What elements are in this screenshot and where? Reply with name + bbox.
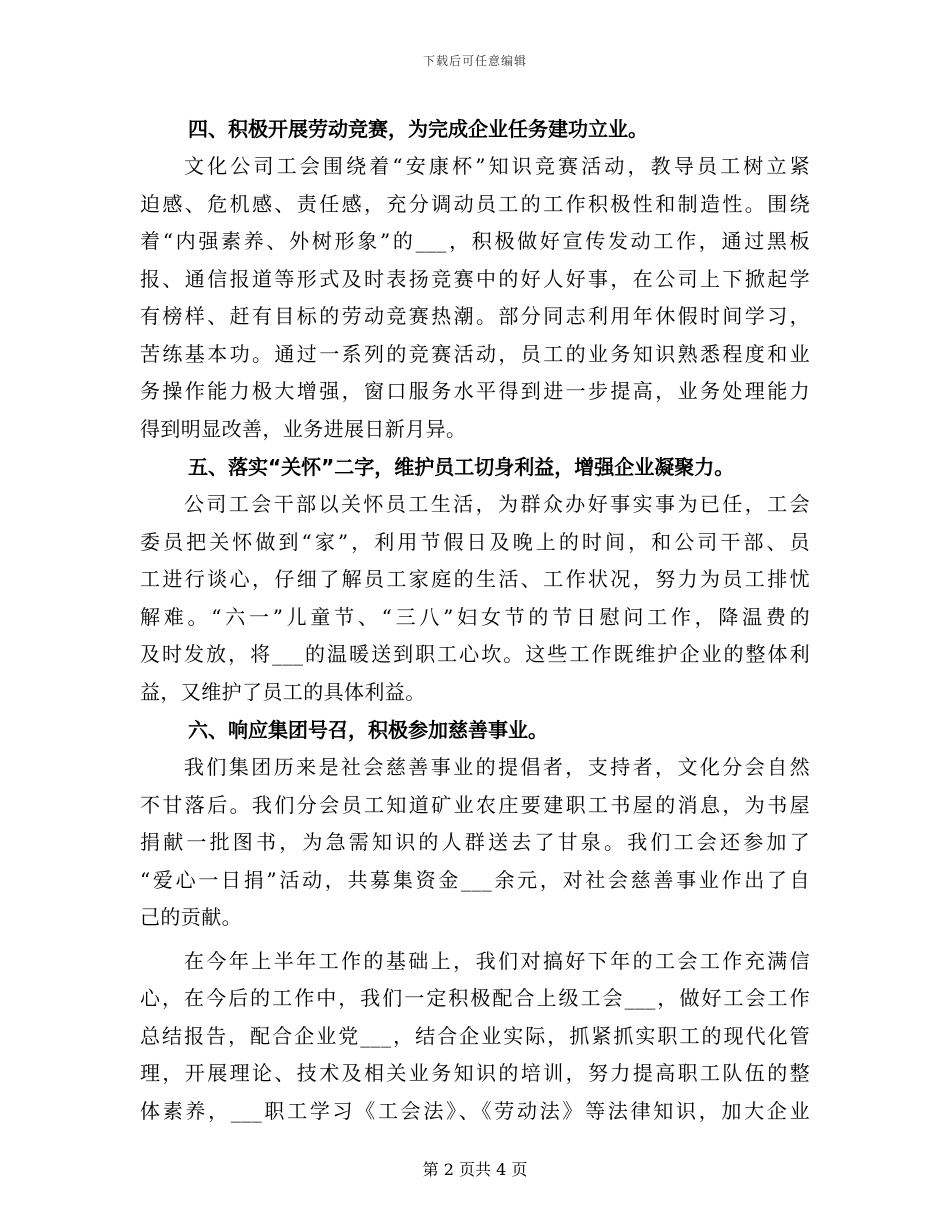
- text-line: 不甘落后。我们分会员工知道矿业农庄要建职工书屋的消息，为书屋: [140, 792, 810, 817]
- section-heading: 六、响应集团号召，积极参加慈善事业。: [188, 718, 548, 742]
- section-heading: 五、落实“关怀”二字，维护员工切身利益，增强企业凝聚力。: [188, 455, 735, 479]
- text-line: 委员把关怀做到“家”，利用节假日及晚上的时间，和公司干部、员: [140, 529, 810, 554]
- text-line: 及时发放，将___的温暖送到职工心坎。这些工作既维护企业的整体利: [140, 642, 810, 666]
- section-heading: 四、积极开展劳动竞赛，为完成企业任务建功立业。: [188, 117, 648, 141]
- text-line: 总结报告，配合企业党___，结合企业实际，抓紧抓实职工的现代化管: [140, 1023, 810, 1048]
- text-line: 己的贡献。: [140, 905, 242, 929]
- section-paragraph: [140, 749, 810, 937]
- text-line: 着“内强素养、外树形象”的___，积极做好宣传发动工作，通过黑板: [140, 229, 810, 253]
- text-line: 理，开展理论、技术及相关业务知识的培训，努力提高职工队伍的整: [140, 1061, 810, 1085]
- document-body: [140, 110, 810, 1130]
- text-line: 体素养，___职工学习《工会法》、《劳动法》等法律知识，加大企业: [140, 1098, 810, 1123]
- page-header: 下载后可任意编辑: [422, 54, 527, 68]
- text-line: 公司工会干部以关怀员工生活，为群众办好事实事为已任，工会: [184, 492, 810, 516]
- text-line: 益，又维护了员工的具体利益。: [140, 679, 426, 704]
- text-line: 心，在今后的工作中，我们一定积极配合上级工会___，做好工会工作: [140, 986, 810, 1010]
- text-line: 苦练基本功。通过一系列的竞赛活动，员工的业务知识熟悉程度和业: [140, 341, 810, 366]
- closing-section: [140, 943, 810, 1131]
- closing-paragraph: [140, 943, 810, 1131]
- page-footer: 第 2 页共 4 页: [422, 1160, 528, 1179]
- text-line: “爱心一日捐”活动，共募集资金___余元，对社会慈善事业作出了自: [140, 867, 810, 892]
- text-line: 务操作能力极大增强，窗口服务水平得到进一步提高，业务处理能力: [140, 379, 810, 403]
- text-line: 工进行谈心，仔细了解员工家庭的生活、工作状况，努力为员工排忧: [140, 567, 810, 591]
- text-line: 解难。“六一”儿童节、“三八”妇女节的节日慰问工作，降温费的: [140, 604, 810, 629]
- section-paragraph: [140, 148, 810, 448]
- section-5: [140, 448, 810, 711]
- section-4: [140, 110, 810, 448]
- section-paragraph: [140, 486, 810, 711]
- text-line: 有榜样、赶有目标的劳动竞赛热潮。部分同志利用年休假时间学习，: [140, 304, 810, 328]
- section-6: [140, 711, 810, 937]
- text-line: 报、通信报道等形式及时表扬竞赛中的好人好事，在公司上下掀起学: [140, 266, 810, 291]
- text-line: 文化公司工会围绕着“安康杯”知识竞赛活动，教导员工树立紧: [184, 154, 810, 178]
- text-line: 得到明显改善，业务进展日新月异。: [140, 416, 467, 441]
- text-line: 在今年上半年工作的基础上，我们对搞好下年的工会工作充满信: [184, 948, 810, 973]
- text-line: 迫感、危机感、责任感，充分调动员工的工作积极性和制造性。围绕: [140, 191, 810, 216]
- text-line: 捐献一批图书，为急需知识的人群送去了甘泉。我们工会还参加了: [140, 830, 810, 854]
- text-line: 我们集团历来是社会慈善事业的提倡者，支持者，文化分会自然: [184, 755, 810, 779]
